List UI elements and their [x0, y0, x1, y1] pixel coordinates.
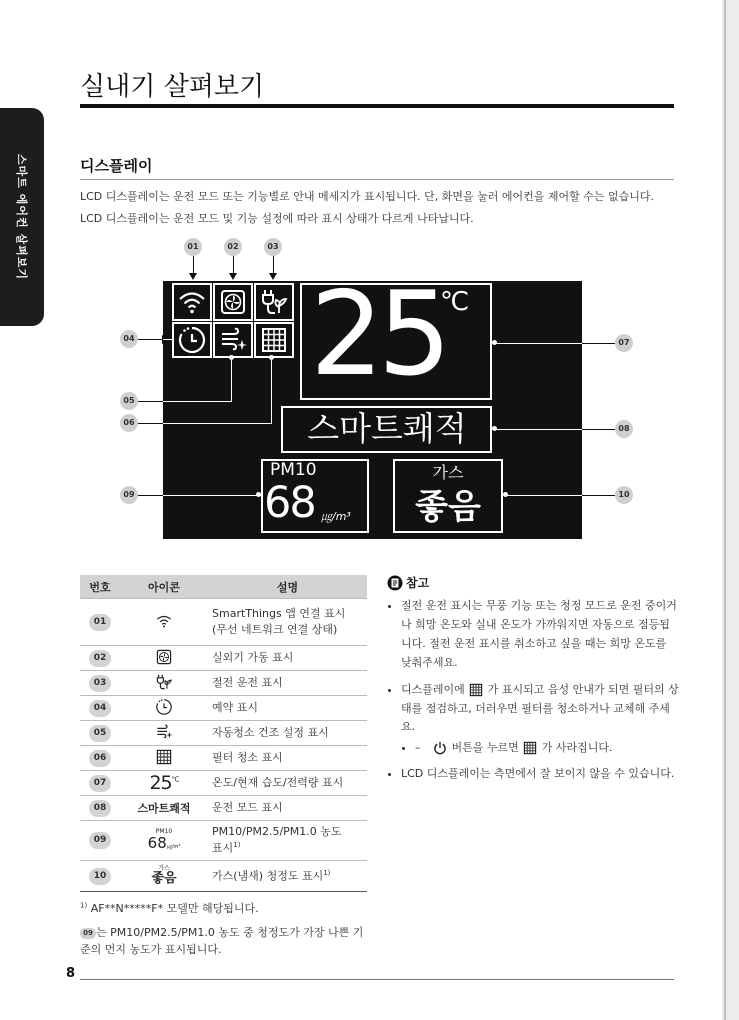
- row-number: 08: [89, 800, 111, 817]
- inner-leader-06-v: [271, 358, 272, 423]
- row-number: 10: [89, 868, 111, 885]
- note-text: 버튼을 누르면: [451, 741, 519, 755]
- note-item: • LCD 디스플레이는 측면에서 잘 보이지 않을 수 있습니다.: [401, 765, 679, 784]
- temperature-icon-unit: ℃: [171, 775, 179, 784]
- row-number: 09: [89, 832, 111, 849]
- mode-icon: 스마트쾌적: [137, 802, 191, 815]
- row-description-line: PM10/PM2.5/PM1.0 농도: [212, 825, 342, 839]
- gas-icon: [151, 866, 176, 886]
- table-row: [80, 746, 367, 771]
- callout-02: 02: [224, 238, 242, 256]
- row-description-line: 운전 모드 표시: [212, 801, 283, 815]
- pm-icon-value: 68: [147, 833, 167, 852]
- inner-leader-10: [505, 495, 582, 496]
- power-saving-plug-leaf-icon: [259, 287, 289, 317]
- lcd-gas-value: 좋음: [415, 487, 481, 527]
- leader-dot-06: [269, 355, 274, 360]
- row-description-line: (무선 네트워크 연결 상태): [212, 623, 338, 636]
- leader-dot-05: [229, 355, 234, 360]
- row-number: 01: [89, 614, 111, 631]
- power-icon: [433, 741, 447, 755]
- leader-line-10: [582, 495, 615, 496]
- note-text: 디스플레이에: [401, 682, 465, 696]
- leader-dot-09: [256, 492, 261, 497]
- temperature-icon: [149, 772, 178, 794]
- wifi-icon: [154, 612, 174, 630]
- leader-line-09: [138, 495, 166, 496]
- lcd-pm-value: 68: [264, 478, 315, 528]
- inner-leader-05-v: [231, 358, 232, 401]
- page-number: 8: [66, 966, 76, 981]
- lcd-temperature: 25: [310, 267, 446, 402]
- leader-line-05: [138, 401, 166, 402]
- leader-line-06: [138, 423, 166, 424]
- row-description-line: 절전 운전 표시: [212, 676, 283, 690]
- table-row: [80, 771, 367, 796]
- table-header-row: [80, 575, 367, 599]
- pm-note-text: 는 PM10/PM2.5/PM1.0 농도 중 청정도가 가장 나쁜 기준의 먼지 농도가 표시됩니다.: [80, 926, 364, 957]
- row-number: 02: [89, 650, 111, 667]
- row-description-line: 표시: [212, 841, 234, 855]
- filter-grid-icon: [259, 325, 289, 355]
- filter-grid-icon: [155, 748, 173, 766]
- inner-leader-08: [494, 429, 582, 430]
- note-sublist: [401, 739, 679, 757]
- lcd-mode: 스마트쾌적: [307, 409, 467, 448]
- pm-note: [80, 924, 367, 958]
- outdoor-fan-icon: [155, 648, 173, 666]
- row-number: 05: [89, 725, 111, 742]
- row-description-line: SmartThings 앱 연결 표시: [212, 607, 346, 621]
- reservation-timer-icon: [155, 698, 173, 716]
- pm-note-number: 09: [80, 928, 96, 939]
- arrowheads-top: [188, 273, 278, 281]
- inner-leader-09: [163, 495, 261, 496]
- row-description-line: 실외기 가동 표시: [212, 651, 294, 665]
- callout-10: 10: [615, 486, 633, 504]
- table-row: [80, 821, 367, 861]
- table-row: [80, 796, 367, 821]
- page-title: 실내기 살펴보기: [80, 72, 265, 102]
- row-number: 07: [89, 775, 111, 792]
- note-section: [387, 574, 679, 792]
- note-subitem: [415, 739, 679, 757]
- note-icon: [387, 575, 403, 591]
- callout-06: 06: [120, 414, 138, 432]
- lcd-gas-label: 가스: [432, 463, 464, 482]
- table-row: [80, 696, 367, 721]
- pm-icon-label: PM10: [155, 828, 173, 836]
- header-number: 번호: [80, 575, 120, 599]
- note-item: • 절전 운전 표시는 무풍 기능 또는 청정 모드로 운전 중이거나 희망 온도와 실내 온도가 가까워지면 자동으로 점등됩니다. 절전 운전 표시를 취소하고 싶을 때는 희망 온도를 낮춰주세요.: [401, 597, 679, 673]
- inner-leader-07: [494, 343, 582, 344]
- note-list: [387, 597, 679, 784]
- reservation-timer-icon: [177, 325, 207, 355]
- title-rule: [80, 104, 674, 108]
- footnote-text: AF**N*****F* 모델만 해당됩니다.: [90, 902, 259, 915]
- icon-table-section: [80, 575, 367, 958]
- footnote-ref: 1): [233, 841, 241, 850]
- table-row: [80, 861, 367, 892]
- temperature-icon-value: 25: [149, 772, 172, 794]
- table-row: [80, 721, 367, 746]
- gas-icon-label: 가스: [158, 865, 170, 873]
- row-description-line: 가스(냄새) 청정도 표시: [212, 869, 324, 883]
- row-number: 04: [89, 700, 111, 717]
- note-text: 가 사라집니다.: [541, 741, 613, 755]
- filter-grid-icon: [469, 683, 483, 697]
- section-rule: [80, 179, 674, 180]
- leader-dot-10: [503, 492, 508, 497]
- lcd-pm-unit: ㎍/m³: [321, 510, 351, 523]
- leader-line-07: [582, 343, 615, 344]
- outdoor-fan-icon: [218, 287, 248, 317]
- table-row: [80, 646, 367, 671]
- row-description-line: 자동청소 건조 설정 표시: [212, 726, 329, 740]
- row-description-line: 예약 표시: [212, 701, 259, 715]
- intro-line-2: LCD 디스플레이는 운전 모드 및 기능 설정에 따라 표시 상태가 다르게 나타납니다.: [80, 212, 474, 225]
- callout-01: 01: [184, 238, 202, 256]
- leader-line-08: [582, 429, 615, 430]
- leader-dot-07: [492, 340, 497, 345]
- table-notes: [80, 900, 367, 958]
- row-number: 03: [89, 675, 111, 692]
- intro-line-1: LCD 디스플레이는 운전 모드 또는 기능별로 안내 메세지가 표시됩니다. 단, 화면을 눌러 에어컨을 제어할 수는 없습니다.: [80, 190, 655, 203]
- lcd-temperature-unit: ℃: [440, 287, 470, 317]
- footnote-marker: 1): [80, 901, 88, 910]
- note-heading: [387, 574, 679, 591]
- page-edge: [724, 0, 726, 1020]
- callout-03: 03: [264, 238, 282, 256]
- header-icon: 아이콘: [120, 575, 208, 599]
- inner-leader-06-h: [163, 423, 272, 424]
- leader-dot-08: [492, 426, 497, 431]
- callout-04: 04: [120, 330, 138, 348]
- inner-leader-05-h: [163, 401, 232, 402]
- note-text: 가 표시되고 음성 안내가 되면 필터의 상태를 점검하고, 더러우면 필터를 청소하거나 교체해 주세요.: [401, 682, 679, 734]
- callout-05: 05: [120, 392, 138, 410]
- table-row: [80, 599, 367, 646]
- auto-clean-wind-icon: [155, 723, 173, 741]
- lcd-pm-label: PM10: [270, 460, 317, 480]
- row-description-line: 필터 청소 표시: [212, 751, 283, 765]
- callout-08: 08: [615, 420, 633, 438]
- wifi-icon: [177, 287, 207, 317]
- auto-clean-wind-icon: [218, 325, 248, 355]
- section-title: 디스플레이: [80, 157, 153, 175]
- power-saving-plug-leaf-icon: [155, 673, 173, 691]
- callout-07: 07: [615, 334, 633, 352]
- filter-grid-icon: [523, 741, 537, 755]
- inner-leader-04: [163, 339, 172, 340]
- side-tab-label: 스마트 에어컨 살펴보기: [15, 154, 28, 280]
- dash: –: [415, 741, 421, 755]
- bottom-rule: [80, 979, 674, 980]
- header-description: 설명: [208, 575, 367, 599]
- note-title: 참고: [406, 576, 430, 590]
- side-tab: [0, 108, 44, 326]
- pm-icon-unit: ㎍/m³: [166, 843, 181, 850]
- gas-icon-value: 좋음: [151, 871, 177, 887]
- note-item: [401, 681, 679, 757]
- row-description-line: 온도/현재 습도/전력량 표시: [212, 776, 344, 790]
- table-row: [80, 671, 367, 696]
- pm-icon: [148, 829, 181, 851]
- row-number: 06: [89, 750, 111, 767]
- callout-09: 09: [120, 486, 138, 504]
- footnote-ref: 1): [323, 868, 331, 877]
- footnote: [80, 900, 367, 916]
- icon-table: [80, 575, 367, 892]
